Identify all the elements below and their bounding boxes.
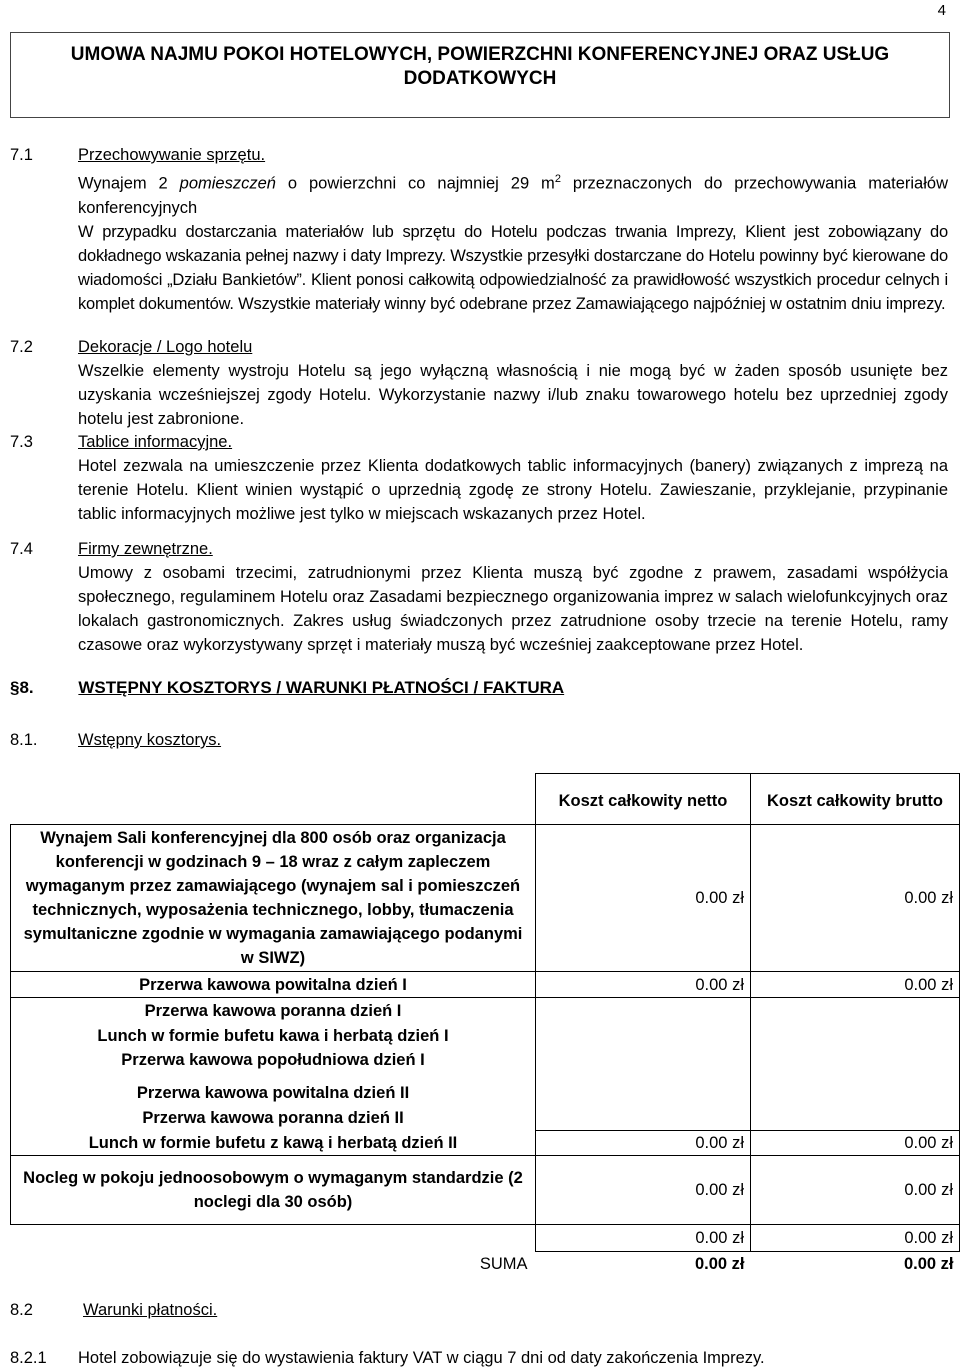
row-net-value xyxy=(536,1080,751,1105)
table-row xyxy=(11,1105,960,1130)
column-header-gross: Koszt całkowity brutto xyxy=(751,774,960,825)
row-description: Nocleg w pokoju jednoosobowym o wymaganym standardzie (2 noclegi dla 30 osób) xyxy=(11,1156,536,1225)
row-description: Lunch w formie bufetu kawa i herbatą dzień I xyxy=(11,1023,536,1048)
section-7-1-paragraph-1 xyxy=(78,167,948,220)
row-description: Przerwa kawowa poranna dzień I xyxy=(11,998,536,1024)
row-net-value xyxy=(536,998,751,1024)
s71-p1-b: o powierzchni co najmniej 29 m xyxy=(275,174,555,193)
row-gross-value xyxy=(751,998,960,1024)
section-7-1-paragraph-2: W przypadku dostarczania materiałów lub sprzętu do Hotelu podczas trwania Imprezy, Klient jest zobowiązany do dokładnego wskazania pełnej nazwy i daty Imprezy. Wszystkie przesyłki dostarczane do Hotelu powinny być kierowane do wiadomości „Działu Bankietów”. Klient ponosi całkowitą odpowiedzialność za prawidłowość wszystkich procedur celnych i komplet dokumentów. Wszystkie materiały winny być odebrane przez Zamawiającego najpóźniej w ostatnim dniu imprezy. xyxy=(78,222,948,313)
row-net-value: 0.00 zł xyxy=(536,1225,751,1252)
row-net-value: 0.00 zł xyxy=(536,1130,751,1156)
title-line-1: UMOWA NAJMU POKOI HOTELOWYCH, POWIERZCHNI KONFERENCYJNEJ ORAZ USŁUG xyxy=(70,44,890,65)
table-row xyxy=(11,1130,960,1156)
row-net-value xyxy=(536,1105,751,1130)
section-7-3-body: Hotel zezwala na umieszczenie przez Klienta dodatkowych tablic informacyjnych (banery) związanych z imprezą na terenie Hotelu. Klient winien wystąpić o uprzednią zgodę ze strony Hotelu. Zawieszanie, przyklejanie, przypinanie tablic informacyjnych możliwe jest tylko w miejscach wskazanych przez Hotel. xyxy=(78,457,948,523)
section-8-2-heading: Warunki płatności. xyxy=(83,1301,218,1319)
row-description: Lunch w formie bufetu z kawą i herbatą dzień II xyxy=(11,1130,536,1156)
section-8-number: §8. xyxy=(10,678,34,697)
table-row xyxy=(11,972,960,998)
section-7-2-heading: Dekoracje / Logo hotelu xyxy=(78,338,253,356)
row-net-value: 0.00 zł xyxy=(536,1156,751,1225)
section-7-1-heading: Przechowywanie sprzętu. xyxy=(78,146,266,164)
row-description: Przerwa kawowa powitalna dzień I xyxy=(11,972,536,998)
section-7-4-number: 7.4 xyxy=(10,540,33,558)
row-gross-value: 0.00 zł xyxy=(751,972,960,998)
row-gross-value: 0.00 zł xyxy=(751,1225,960,1252)
s71-p1-em: pomieszczeń xyxy=(179,174,276,193)
row-description: Przerwa kawowa poranna dzień II xyxy=(11,1105,536,1130)
column-header-net: Koszt całkowity netto xyxy=(536,774,751,825)
table-row xyxy=(11,1048,960,1080)
row-net-value xyxy=(536,1023,751,1048)
sum-net-value: 0.00 zł xyxy=(694,1255,745,1274)
section-7-3-number: 7.3 xyxy=(10,433,33,451)
row-description: Wynajem Sali konferencyjnej dla 800 osób oraz organizacja konferencji w godzinach 9 – 18 wraz z całym zapleczem wymaganym przez zamawiającego (wynajem sal i pomieszczeń technicznych, wyposażenia technicznego, lobby, tłumaczenia symultaniczne zgodnie w wymagania zamawiającego podanymi w SIWZ) xyxy=(11,825,536,972)
section-8-2-1-number: 8.2.1 xyxy=(10,1349,47,1367)
table-row xyxy=(11,1156,960,1225)
cost-estimate-table xyxy=(10,773,960,1277)
section-8-heading-row xyxy=(10,678,564,698)
table-sum-row xyxy=(11,1251,960,1277)
section-8-2-number: 8.2 xyxy=(10,1301,33,1319)
page-number: 4 xyxy=(937,2,946,19)
section-7-4-heading: Firmy zewnętrzne. xyxy=(78,540,213,558)
row-gross-value: 0.00 zł xyxy=(751,1130,960,1156)
row-gross-value xyxy=(751,1105,960,1130)
section-8-1-heading: Wstępny kosztorys. xyxy=(78,731,222,749)
row-gross-value xyxy=(751,1080,960,1105)
document-title xyxy=(11,43,949,91)
row-gross-value: 0.00 zł xyxy=(751,1156,960,1225)
table-row xyxy=(11,998,960,1024)
row-gross-value xyxy=(751,1048,960,1080)
row-net-value: 0.00 zł xyxy=(536,825,751,972)
table-row xyxy=(11,1080,960,1105)
row-net-value: 0.00 zł xyxy=(536,972,751,998)
section-7-3-heading: Tablice informacyjne. xyxy=(78,433,233,451)
section-7-1-body xyxy=(78,167,948,316)
row-gross-value xyxy=(751,1023,960,1048)
row-gross-value: 0.00 zł xyxy=(751,825,960,972)
title-line-2: DODATKOWYCH xyxy=(403,68,557,89)
table-row xyxy=(11,1023,960,1048)
section-7-4-body: Umowy z osobami trzecimi, zatrudnionymi przez Klienta muszą być zgodne z prawem, zasadami współżycia społecznego, regulaminem Hotelu oraz Zasadami bezpiecznego organizowania imprez w salach wielofunkcyjnych oraz lokalach gastronomicznych. Zakres usług świadczonych przez zatrudnione osoby trzecie na terenie Hotelu, ramy czasowe oraz wykorzystywany sprzęt i materiały muszą być wcześniej zaakceptowane przez Hotel. xyxy=(78,564,948,654)
section-7-1-number: 7.1 xyxy=(10,146,33,164)
section-7-2-number: 7.2 xyxy=(10,338,33,356)
sum-gross-value: 0.00 zł xyxy=(903,1255,954,1274)
row-description-empty xyxy=(11,1225,536,1252)
row-description: Przerwa kawowa popołudniowa dzień I xyxy=(11,1048,536,1080)
row-net-value xyxy=(536,1048,751,1080)
table-row xyxy=(11,825,960,972)
s71-p1-a: Wynajem 2 xyxy=(78,174,180,193)
row-description: Przerwa kawowa powitalna dzień II xyxy=(11,1080,536,1105)
document-title-box xyxy=(10,32,950,118)
section-8-heading: WSTĘPNY KOSZTORYS / WARUNKI PŁATNOŚCI / FAKTURA xyxy=(78,678,565,697)
sum-label: SUMA xyxy=(479,1255,528,1273)
section-8-2-1-text: Hotel zobowiązuje się do wystawienia faktury VAT w ciągu 7 dni od daty zakończenia Imprezy. xyxy=(78,1349,765,1367)
section-8-1-number: 8.1. xyxy=(10,731,38,749)
s71-p1-sup: 2 xyxy=(554,173,561,185)
s71-p1-c: przeznaczonych do przechowywania materiałów konferencyjnych xyxy=(78,174,948,217)
table-header-row xyxy=(11,774,960,825)
header-empty-cell xyxy=(11,774,536,825)
section-7-2-body: Wszelkie elementy wystroju Hotelu są jego wyłączną własnością i nie mogą być w żaden sposób usunięte bez uzyskania wcześniejszej zgody Hotelu. Wykorzystanie nazwy i/lub znaku towarowego hotelu bez uprzedniej zgody hotelu jest zabronione. xyxy=(78,362,948,428)
table-row xyxy=(11,1225,960,1252)
